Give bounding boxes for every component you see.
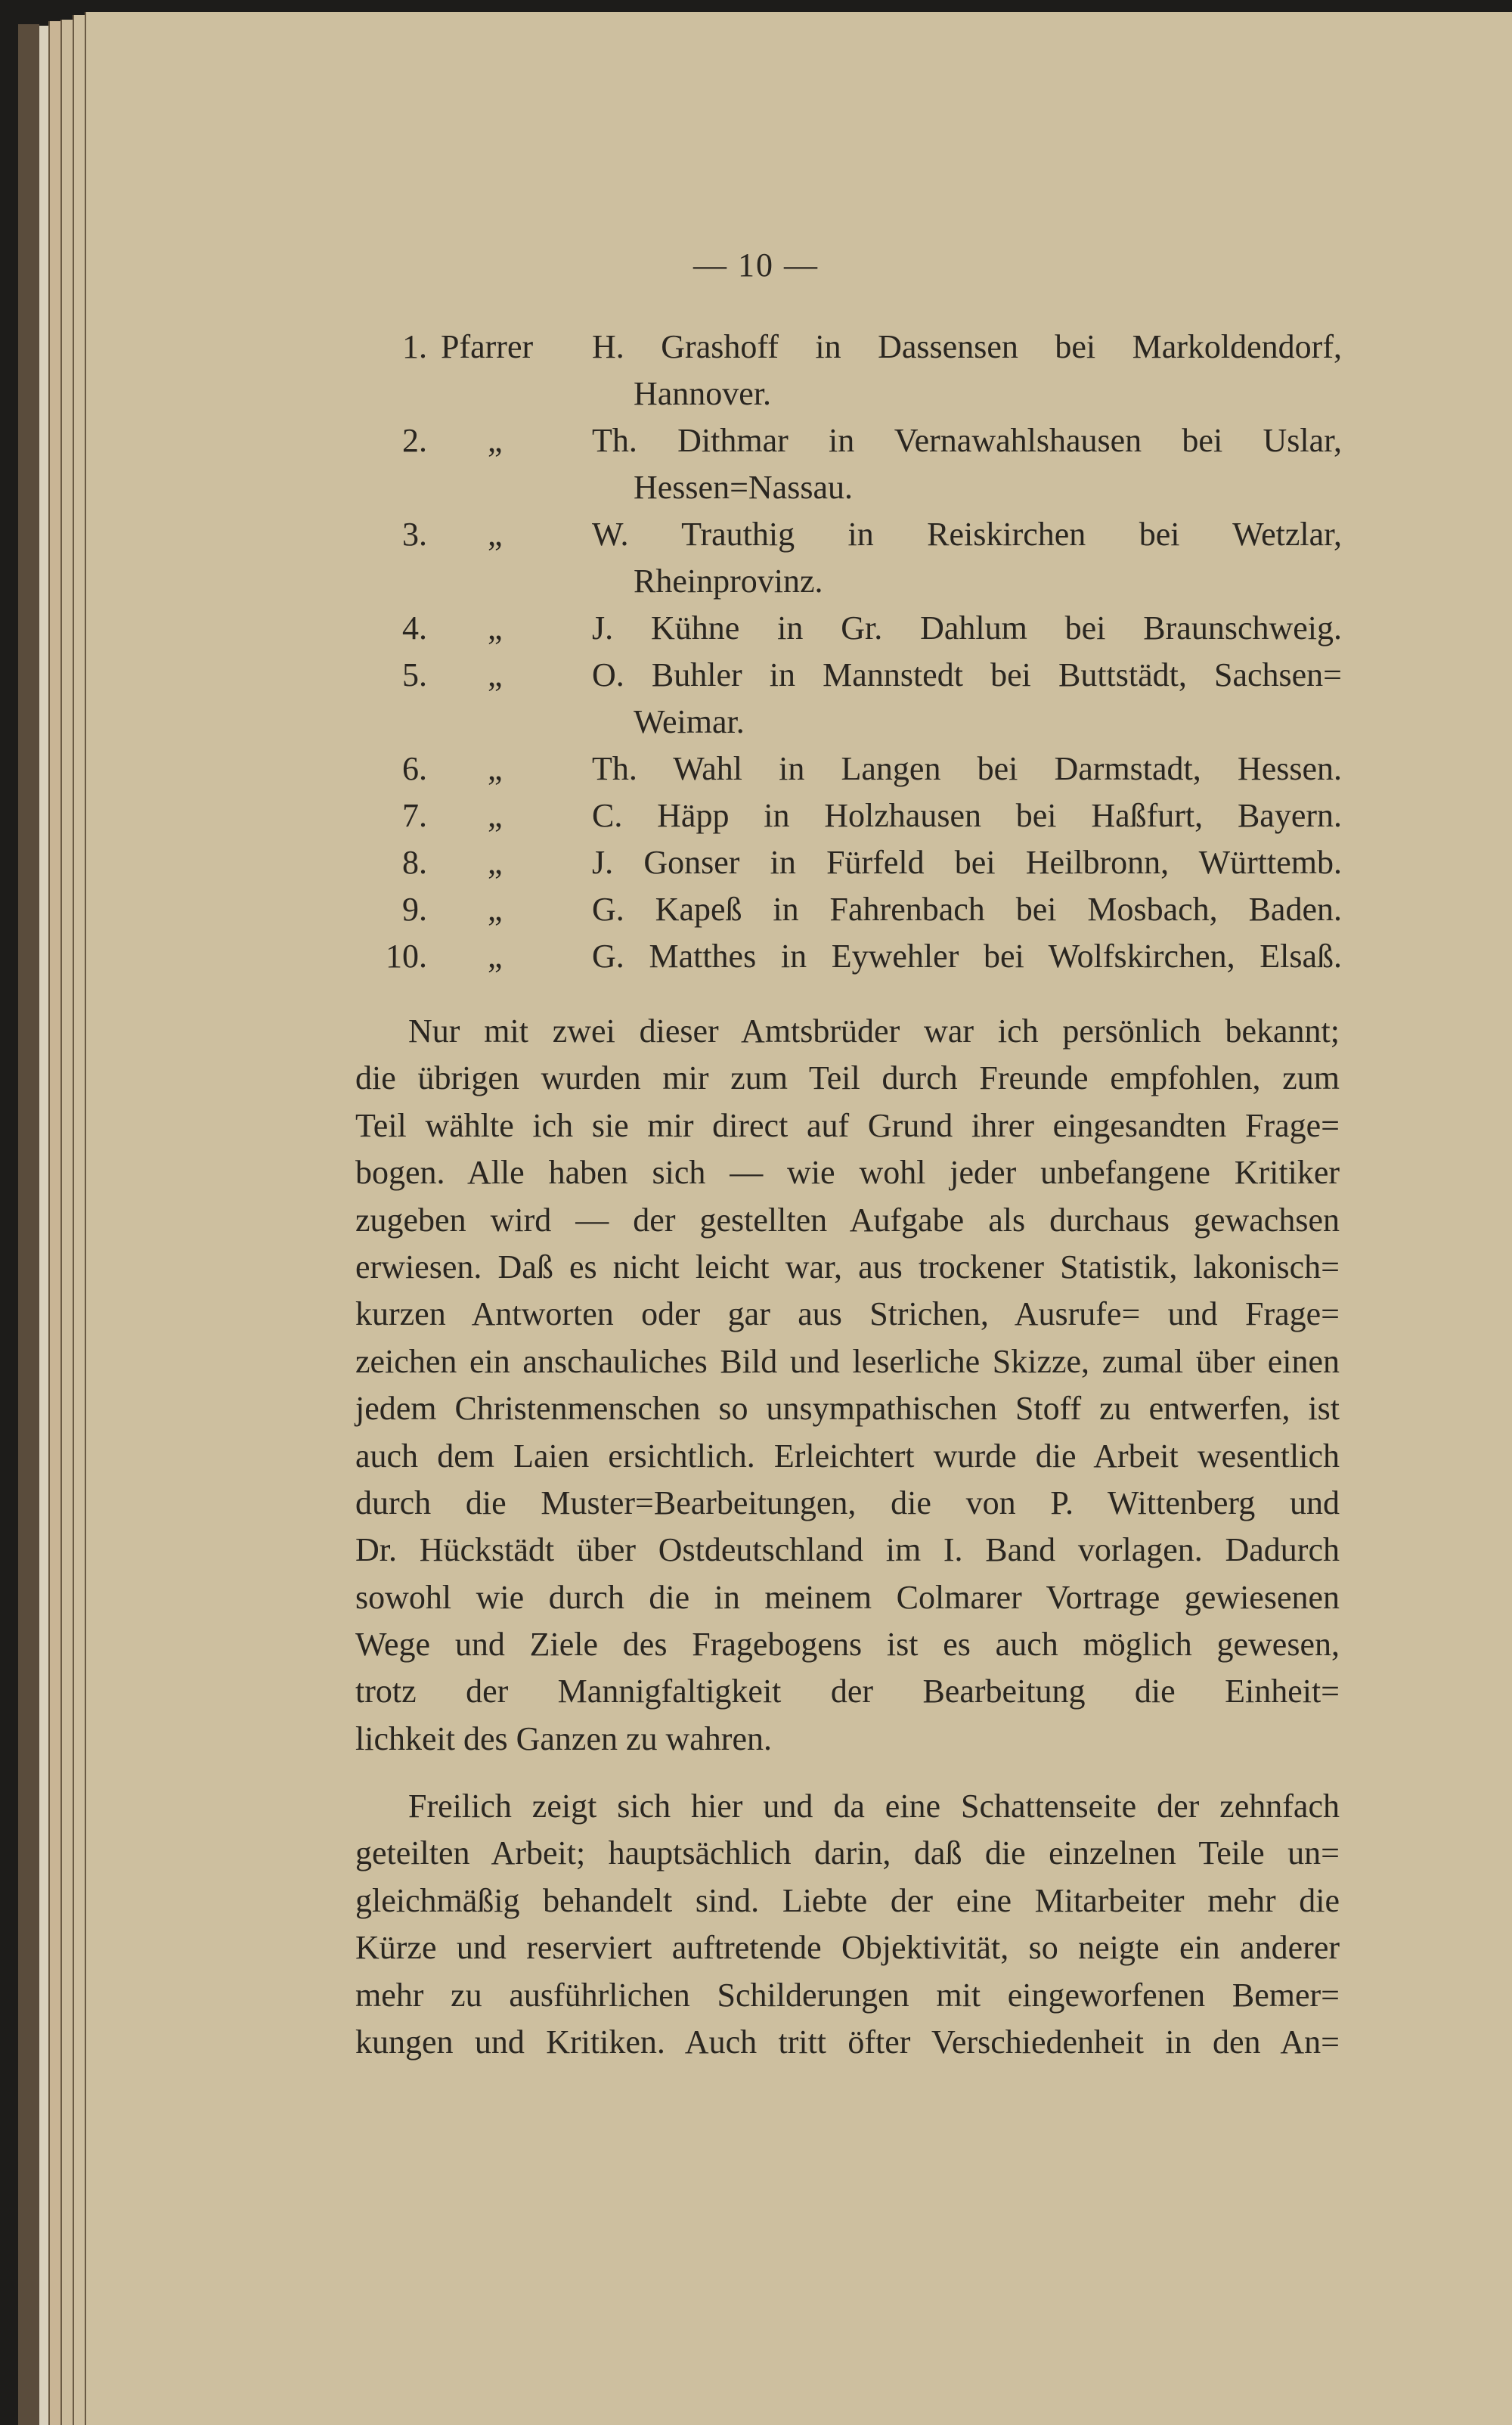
item-text: C. Häpp in Holzhausen bei Haßfurt, Bayern. xyxy=(592,797,1342,834)
list-item-continuation xyxy=(0,464,1512,511)
text-line: kungen und Kritiken. Auch tritt öfter Verschiedenheit in den An= xyxy=(355,2023,1340,2061)
list-item xyxy=(0,511,1512,558)
item-text: H. Grashoff in Dassensen bei Markoldendorf, xyxy=(592,328,1342,365)
ditto-mark: „ xyxy=(488,750,503,787)
ditto-mark: „ xyxy=(488,422,503,459)
list-item-continuation xyxy=(0,699,1512,746)
text-line: Freilich zeigt sich hier und da eine Schattenseite der zehnfach xyxy=(408,1788,1340,1825)
item-text: W. Trauthig in Reiskirchen bei Wetzlar, xyxy=(592,516,1342,553)
list-item-continuation xyxy=(0,371,1512,417)
ditto-mark: „ xyxy=(488,891,503,928)
item-text: G. Matthes in Eywehler bei Wolfskirchen, Elsaß. xyxy=(592,938,1342,975)
ditto-mark: „ xyxy=(488,609,503,647)
text-line: mehr zu ausführlichen Schilderungen mit eingeworfenen Bemer= xyxy=(355,1976,1340,2014)
text-line: Wege und Ziele des Fragebogens ist es auch möglich gewesen, xyxy=(355,1626,1340,1664)
text-line: bogen. Alle haben sich — wie wohl jeder unbefangene Kritiker xyxy=(355,1154,1340,1192)
text-line: sowohl wie durch die in meinem Colmarer Vortrage gewiesenen xyxy=(355,1578,1340,1616)
ditto-mark: „ xyxy=(488,797,503,834)
text-line: zeichen ein anschauliches Bild und leserliche Skizze, zumal über einen xyxy=(355,1342,1340,1380)
contributor-list xyxy=(0,324,1512,980)
text-line: Teil wählte ich sie mir direct auf Grund ihrer eingesandten Frage= xyxy=(355,1106,1340,1144)
text-line: Dr. Hückstädt über Ostdeutschland im I. Band vorlagen. Dadurch xyxy=(355,1531,1340,1569)
item-text: O. Buhler in Mannstedt bei Buttstädt, Sachsen= xyxy=(592,656,1342,693)
page-number: — 10 — xyxy=(693,247,819,284)
item-continuation: Weimar. xyxy=(634,703,745,740)
text-line: zugeben wird — der gestellten Aufgabe als durchaus gewachsen xyxy=(355,1201,1340,1239)
text-line: trotz der Mannigfaltigkeit der Bearbeitung die Einheit= xyxy=(355,1673,1340,1710)
list-item xyxy=(0,886,1512,933)
item-text: J. Gonser in Fürfeld bei Heilbronn, Württemb. xyxy=(592,844,1342,881)
item-number: 2. xyxy=(402,422,427,459)
item-number: 1. xyxy=(402,328,427,365)
item-text: Th. Wahl in Langen bei Darmstadt, Hessen. xyxy=(592,750,1342,787)
item-text: Th. Dithmar in Vernawahlshausen bei Uslar, xyxy=(592,422,1342,459)
item-number: 5. xyxy=(402,656,427,693)
item-continuation: Rheinprovinz. xyxy=(634,563,823,600)
item-number: 10. xyxy=(386,938,427,975)
text-line: durch die Muster=Bearbeitungen, die von P. Wittenberg und xyxy=(355,1484,1340,1521)
text-line: die übrigen wurden mir zum Teil durch Freunde empfohlen, zum xyxy=(355,1059,1340,1097)
ditto-mark: „ xyxy=(488,516,503,553)
text-line: geteilten Arbeit; hauptsächlich darin, daß die einzelnen Teile un= xyxy=(355,1834,1340,1872)
text-line: Nur mit zwei dieser Amtsbrüder war ich persönlich bekannt; xyxy=(408,1012,1340,1050)
item-continuation: Hannover. xyxy=(634,375,772,412)
text-line: Kürze und reserviert auftretende Objektivität, so neigte ein anderer xyxy=(355,1929,1340,1967)
item-text: J. Kühne in Gr. Dahlum bei Braunschweig. xyxy=(592,609,1342,647)
item-continuation: Hessen=Nassau. xyxy=(634,469,853,506)
list-item xyxy=(0,933,1512,980)
ditto-mark: „ xyxy=(488,938,503,975)
item-number: 6. xyxy=(402,750,427,787)
item-title: Pfarrer xyxy=(441,328,534,365)
list-item xyxy=(0,324,1512,371)
paragraph-1 xyxy=(355,1008,1340,1763)
item-text: G. Kapeß in Fahrenbach bei Mosbach, Baden. xyxy=(592,891,1342,928)
text-line: erwiesen. Daß es nicht leicht war, aus trockener Statistik, lakonisch= xyxy=(355,1248,1340,1285)
list-item xyxy=(0,746,1512,792)
item-number: 7. xyxy=(402,797,427,834)
paragraph-2 xyxy=(355,1783,1340,2066)
list-item xyxy=(0,605,1512,652)
text-line: jedem Christenmenschen so unsympathischen Stoff zu entwerfen, ist xyxy=(355,1390,1340,1428)
item-number: 8. xyxy=(402,844,427,881)
text-line: auch dem Laien ersichtlich. Erleichtert wurde die Arbeit wesentlich xyxy=(355,1437,1340,1475)
list-item xyxy=(0,417,1512,464)
list-item xyxy=(0,839,1512,886)
ditto-mark: „ xyxy=(488,844,503,881)
item-number: 4. xyxy=(402,609,427,647)
list-item xyxy=(0,652,1512,699)
list-item-continuation xyxy=(0,558,1512,605)
text-line: kurzen Antworten oder gar aus Strichen, Ausrufe= und Frage= xyxy=(355,1295,1340,1333)
item-number: 9. xyxy=(402,891,427,928)
text-line: lichkeit des Ganzen zu wahren. xyxy=(355,1720,772,1757)
list-item xyxy=(0,792,1512,839)
text-line: gleichmäßig behandelt sind. Liebte der eine Mitarbeiter mehr die xyxy=(355,1881,1340,1919)
ditto-mark: „ xyxy=(488,656,503,693)
item-number: 3. xyxy=(402,516,427,553)
